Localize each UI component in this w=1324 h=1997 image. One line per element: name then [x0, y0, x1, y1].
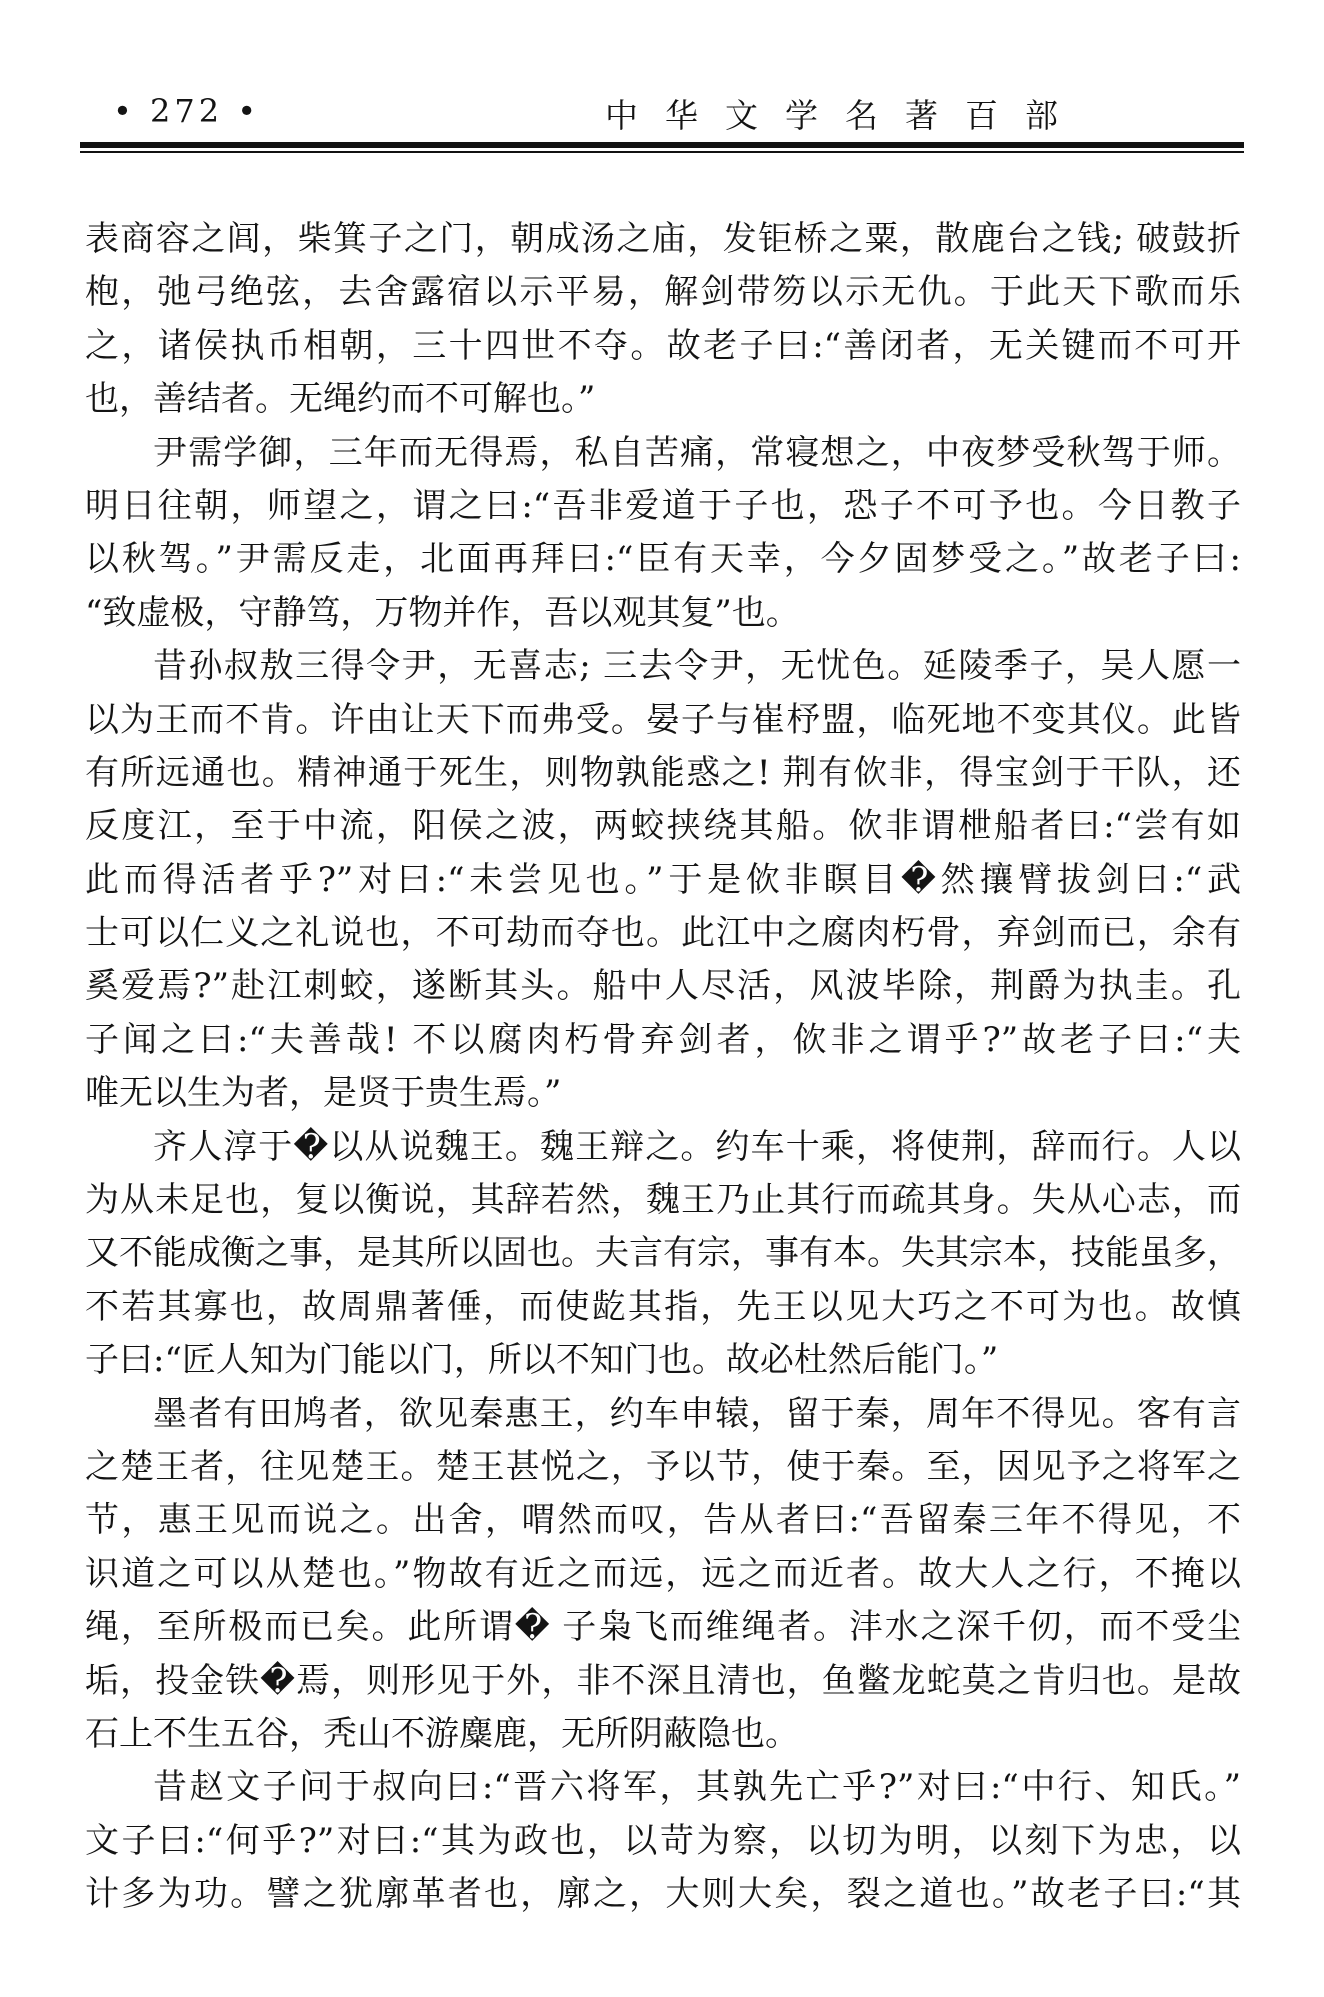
paragraph	[85, 427, 1241, 641]
text-line: 以秋驾。”尹需反走，北面再拜曰:“臣有天幸，今夕固梦受之。”故老子曰:	[85, 539, 1241, 580]
text-line: 昔孙叔敖三得令尹，无喜志; 三去令尹，无忧色。延陵季子，吴人愿一	[153, 646, 1241, 687]
header-rule	[80, 142, 1244, 153]
text-line: 枹，弛弓绝弦，去舍露宿以示平易，解剑带笏以示无仇。于此天下歌而乐	[85, 272, 1241, 313]
text-line: 反度江，至于中流，阳侯之波，两蛟挟绕其船。佽非谓枻船者曰:“尝有如	[85, 806, 1241, 847]
text-line: 为从未足也，复以衡说，其辞若然，魏王乃止其行而疏其身。失从心志，而	[85, 1180, 1241, 1221]
book-title: 中华文学名著百部	[605, 96, 1085, 135]
text-line: 昔赵文子问于叔向曰:“晋六将军，其孰先亡乎?”对曰:“中行、知氏。”	[153, 1767, 1241, 1808]
text-line: 墨者有田鸠者，欲见秦惠王，约车申辕，留于秦，周年不得见。客有言	[153, 1393, 1241, 1434]
text-line: 有所远通也。精神通于死生，则物孰能惑之! 荆有佽非，得宝剑于干队，还	[85, 752, 1241, 793]
text-line: 尹需学御，三年而无得焉，私自苦痛，常寝想之，中夜梦受秋驾于师。	[153, 432, 1241, 473]
text-line: 之楚王者，往见楚王。楚王甚悦之，予以节，使于秦。至，因见予之将军之	[85, 1446, 1241, 1487]
text-line: 计多为功。譬之犹廓革者也，廓之，大则大矣，裂之道也。”故老子曰:“其	[85, 1874, 1241, 1915]
text-line: 也，善结者。无绳约而不可解也。”	[85, 379, 596, 420]
text-line: 识道之可以从楚也。”物故有近之而远，远之而近者。故大人之行，不掩以	[85, 1553, 1241, 1594]
text-line: 子曰:“匠人知为门能以门，所以不知门也。故必杜然后能门。”	[85, 1340, 999, 1381]
text-line: 齐人淳于�以从说魏王。魏王辩之。约车十乘，将使荆，辞而行。人以	[153, 1126, 1241, 1167]
page-number: • 272 •	[113, 92, 261, 130]
text-line: 子闻之曰:“夫善哉! 不以腐肉朽骨弃剑者，佽非之谓乎?”故老子曰:“夫	[85, 1019, 1241, 1060]
text-line: 奚爱焉?”赴江刺蛟，遂断其头。船中人尽活，风波毕除，荆爵为执圭。孔	[85, 966, 1241, 1007]
text-line: 绳，至所极而已矣。此所谓� 子枭飞而维绳者。沣水之深千仞，而不受尘	[85, 1607, 1241, 1648]
page-header	[85, 88, 1244, 136]
text-line: “致虚极，守静笃，万物并作，吾以观其复”也。	[85, 592, 800, 633]
text-line: 之，诸侯执币相朝，三十四世不夺。故老子曰:“善闭者，无关键而不可开	[85, 325, 1241, 366]
page-body	[85, 213, 1241, 1922]
paragraph	[85, 1388, 1241, 1762]
paragraph	[85, 213, 1241, 427]
text-line: 此而得活者乎?”对曰:“未尝见也。”于是佽非瞑目�然攘臂拔剑曰:“武	[85, 859, 1241, 900]
text-line: 又不能成衡之事，是其所以固也。夫言有宗，事有本。失其宗本，技能虽多，	[85, 1233, 1241, 1274]
text-line: 明日往朝，师望之，谓之曰:“吾非爱道于子也，恐子不可予也。今日教子	[85, 485, 1241, 526]
paragraph	[85, 1761, 1241, 1921]
text-line: 士可以仁义之礼说也，不可劫而夺也。此江中之腐肉朽骨，弃剑而已，余有	[85, 913, 1241, 954]
paragraph	[85, 640, 1241, 1121]
text-line: 文子曰:“何乎?”对曰:“其为政也，以苛为察，以切为明，以刻下为忠，以	[85, 1820, 1241, 1861]
text-line: 石上不生五谷，秃山不游麋鹿，无所阴蔽隐也。	[85, 1713, 799, 1754]
paragraph	[85, 1121, 1241, 1388]
text-line: 不若其寡也，故周鼎著倕，而使龁其指，先王以见大巧之不可为也。故慎	[85, 1286, 1241, 1327]
text-line: 表商容之闾，柴箕子之门，朝成汤之庙，发钜桥之粟，散鹿台之钱; 破鼓折	[85, 219, 1241, 259]
text-line: 节，惠王见而说之。出舍，喟然而叹，告从者曰:“吾留秦三年不得见，不	[85, 1500, 1241, 1541]
text-line: 唯无以生为者，是贤于贵生焉。”	[85, 1073, 562, 1114]
text-line: 垢，投金铁�焉，则形见于外，非不深且清也，鱼鳖龙蛇莫之肯归也。是故	[85, 1660, 1241, 1701]
text-line: 以为王而不肯。许由让天下而弗受。晏子与崔杼盟，临死地不变其仪。此皆	[85, 699, 1241, 740]
